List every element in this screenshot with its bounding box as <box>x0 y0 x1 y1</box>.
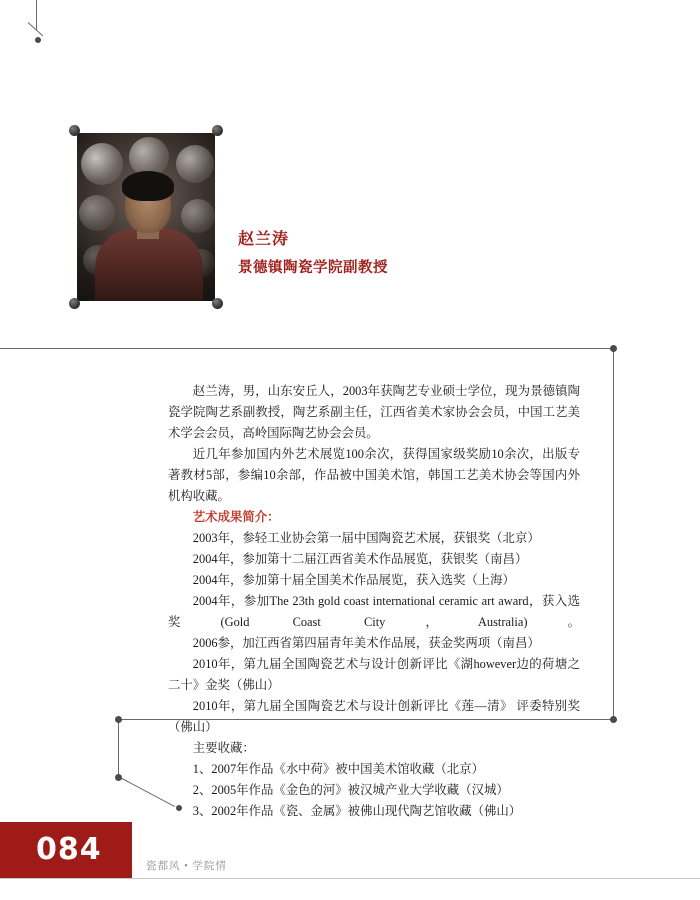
decor-dot-lower-left <box>115 774 122 781</box>
ceramic-plate-icon <box>176 145 214 183</box>
biography-text <box>168 381 580 822</box>
portrait-torso <box>95 228 203 304</box>
achievements-heading: 艺术成果简介： <box>192 510 280 524</box>
ceramic-plate-icon <box>81 143 123 185</box>
decor-dot-bottom-right <box>610 716 617 723</box>
portrait-hair <box>122 171 174 201</box>
decor-rule-right <box>613 348 614 720</box>
portrait-photo <box>74 130 218 304</box>
page-number: 084 <box>36 832 102 867</box>
photo-corner-bolt-icon <box>69 125 80 136</box>
achievement-item: 2006参，加江西省第四届青年美术作品展，获金奖两项（南昌） <box>192 636 540 650</box>
collection-item: 2、2005年作品《金色的河》被汉城产业大学收藏（汉城） <box>192 783 509 797</box>
decor-dot-elbow <box>115 716 122 723</box>
decor-rule-left-lower <box>118 719 119 777</box>
achievement-item: 2004年，参加第十届全国美术作品展览，获入选奖（上海） <box>192 573 515 587</box>
decor-dot-top-right <box>610 345 617 352</box>
collection-item: 3、2002年作品《瓷、金属》被佛山现代陶艺馆收藏（佛山） <box>192 804 522 818</box>
achievement-item: 2004年，参加第十二届江西省美术作品展览，获银奖（南昌） <box>192 552 528 566</box>
person-title: 景德镇陶瓷学院副教授 <box>238 260 388 276</box>
bio-paragraph-2: 近几年参加国内外艺术展览100余次，获得国家级奖励10余次，出版专著教材5部，参编10余部，作品被中国美术馆，韩国工艺美术协会等国内外机构收藏。 <box>168 447 580 503</box>
photo-corner-bolt-icon <box>212 298 223 309</box>
achievement-item: 2010年，第九届全国陶瓷艺术与设计创新评比《湖however边的荷塘之二十》金奖（佛山） <box>168 657 580 692</box>
achievement-item: 2010年，第九届全国陶瓷艺术与设计创新评比《莲—清》 评委特别奖（佛山） <box>168 699 580 734</box>
collections-heading: 主要收藏： <box>192 741 255 755</box>
ceramic-plate-icon <box>79 195 115 231</box>
decor-dot-top-left <box>35 37 41 43</box>
photo-corner-bolt-icon <box>69 298 80 309</box>
decor-rule-upper <box>0 348 614 349</box>
footer-caption: 瓷都风 • 学院情 <box>146 861 227 872</box>
person-name: 赵兰涛 <box>238 229 290 248</box>
portrait-image <box>74 130 218 304</box>
decor-rule-diagonal-lower <box>120 777 175 807</box>
collection-item: 1、2007年作品《水中荷》被中国美术馆收藏（北京） <box>192 762 484 776</box>
ceramic-plate-icon <box>181 199 215 233</box>
footer-rule <box>0 878 700 879</box>
achievement-item: 2003年，参轻工业协会第一届中国陶瓷艺术展，获银奖（北京） <box>192 531 540 545</box>
decor-line-top-left-vertical <box>36 0 37 30</box>
bio-paragraph-1: 赵兰涛，男，山东安丘人，2003年获陶艺专业硕士学位，现为景德镇陶瓷学院陶艺系副教授，陶艺系副主任，江西省美术家协会会员，中国工艺美术学会会员，高岭国际陶艺协会会员。 <box>168 384 580 440</box>
person-name-block <box>238 227 558 280</box>
photo-corner-bolt-icon <box>212 125 223 136</box>
achievement-item: 2004年，参加The 23th gold coast international ceramic art award，获入选奖(Gold Coast City，Australia)。 <box>168 594 580 629</box>
